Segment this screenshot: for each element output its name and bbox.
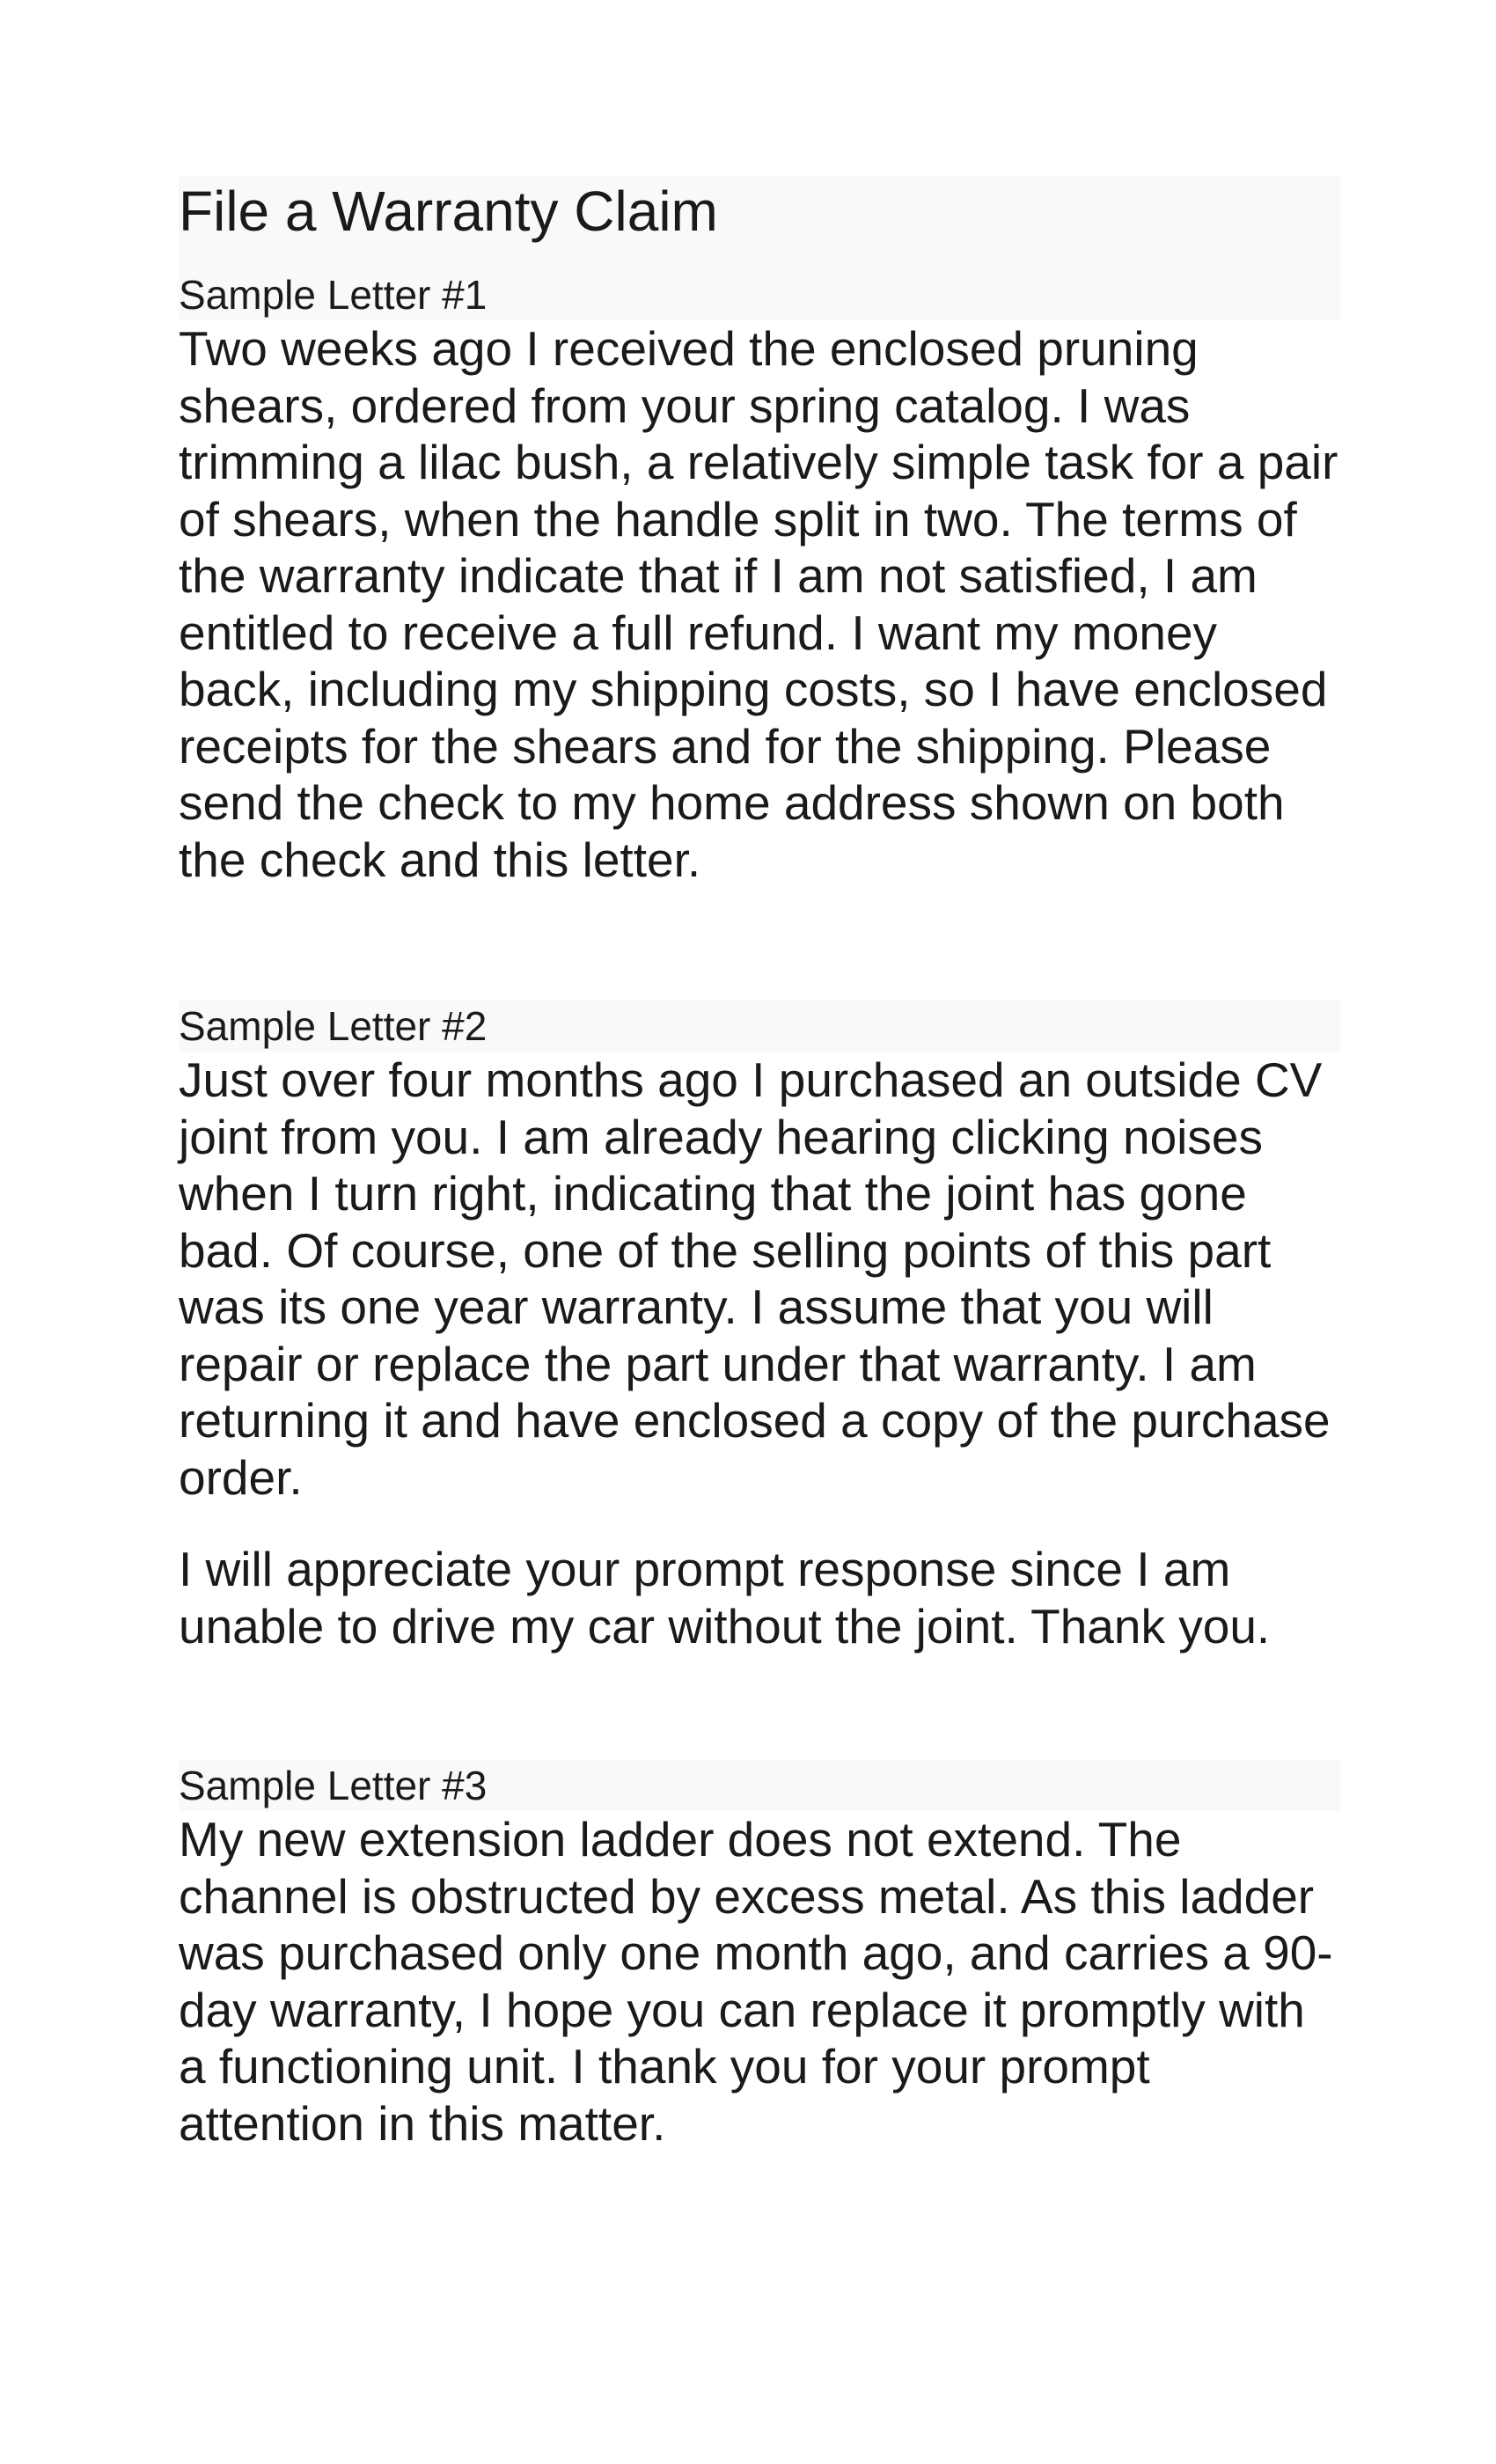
letter-heading: Sample Letter #1 <box>179 269 1340 320</box>
title-block <box>179 176 1340 269</box>
sample-letter-2 <box>179 1001 1340 1654</box>
document-page <box>179 176 1340 2152</box>
sample-letter-1 <box>179 269 1340 888</box>
sample-letter-3 <box>179 1760 1340 2152</box>
letter-paragraph: I will appreciate your prompt response since I am unable to drive my car without the joint. Thank you. <box>179 1542 1271 1654</box>
letter-paragraph: My new extension ladder does not extend. The channel is obstructed by excess metal. As this ladder was purchased only one month ago, and carries a 90-day warranty, I hope you can replace it promptly with a functioning unit. I thank you for your prompt attention in this matter. <box>179 1812 1333 2151</box>
letter-paragraph: Just over four months ago I purchased an outside CV joint from you. I am already hearing clicking noises when I turn right, indicating that the joint has gone bad. Of course, one of the selling points of this part was its one year warranty. I assume that you will repair or replace the part under that warranty. I am returning it and have enclosed a copy of the purchase order. <box>179 1052 1331 1505</box>
page-title: File a Warranty Claim <box>179 180 718 243</box>
letter-paragraph: Two weeks ago I received the enclosed pruning shears, ordered from your spring catalog. I was trimming a lilac bush, a relatively simple task for a pair of shears, when the handle split in two. The terms of the warranty indicate that if I am not satisfied, I am entitled to receive a full refund. I want my money back, including my shipping costs, so I have enclosed receipts for the shears and for the shipping. Please send the check to my home address shown on both the check and this letter. <box>179 321 1338 887</box>
letter-heading: Sample Letter #3 <box>179 1760 1340 1811</box>
letter-heading: Sample Letter #2 <box>179 1001 1340 1052</box>
